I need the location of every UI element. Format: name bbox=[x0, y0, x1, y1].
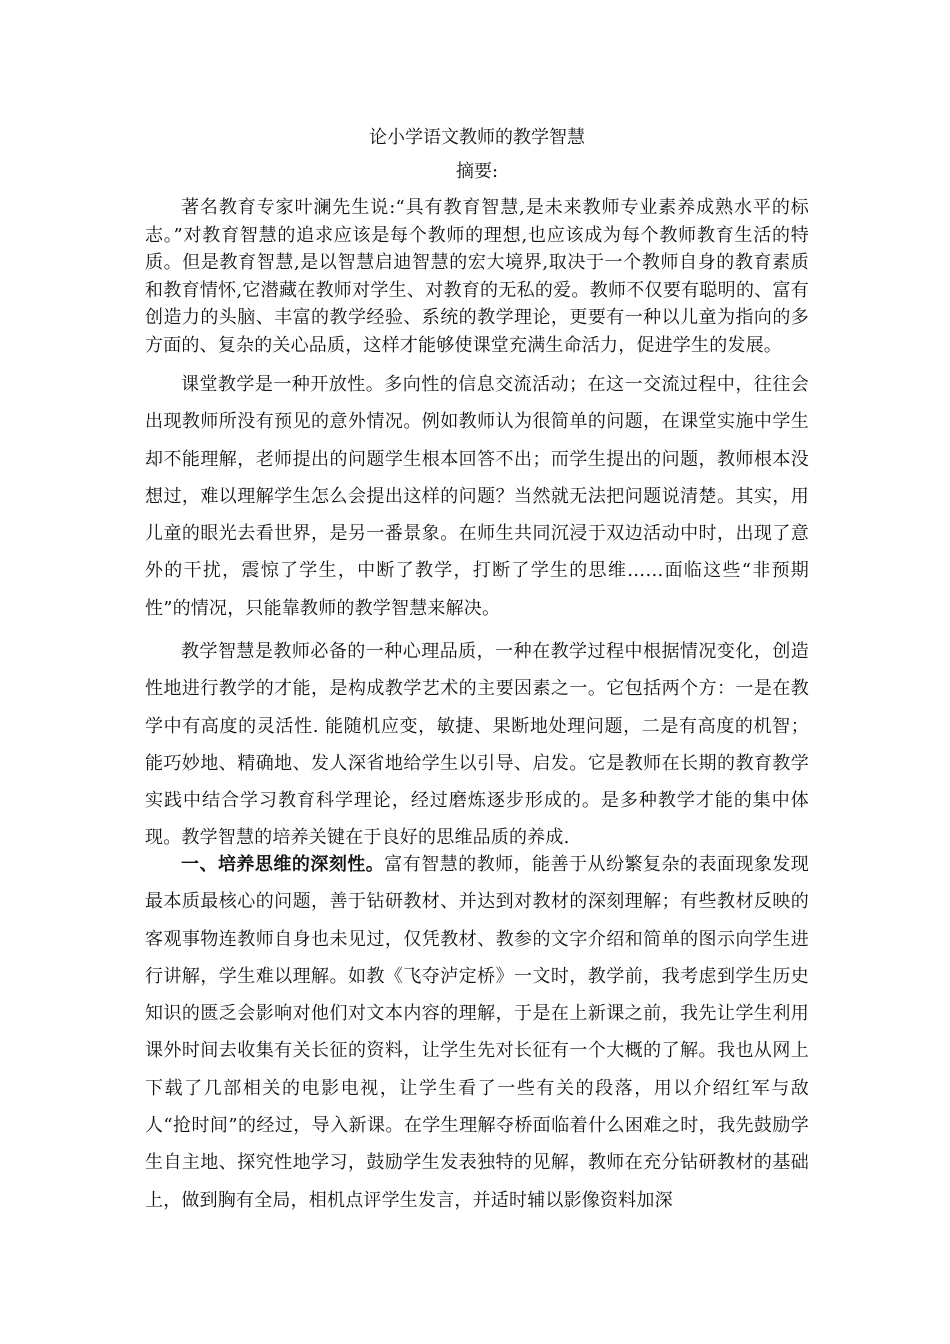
paragraph-intro bbox=[145, 194, 809, 359]
paragraph-section-one bbox=[145, 846, 809, 1219]
document-title: 论小学语文教师的教学智慧 bbox=[369, 127, 585, 148]
paragraph-text: 教学智慧是教师必备的一种心理品质，一种在教学过程中根据情况变化，创造性地进行教学的才能，是构成教学艺术的主要因素之一。它包括两个方：一是在教学中有高度的灵活性. 能随机应变，敏捷、果断地处理问题，二是有高度的机智；能巧妙地、精确地、发人深省地给学生以引导、启发。它是教师在长期的教育教学实践中结合学习教育科学理论，经过磨炼逐步形成的。是多种教学才能的集中体现。教学智慧的培养关键在于良好的思维品质的养成. bbox=[145, 641, 809, 849]
paragraph-text: 富有智慧的教师，能善于从纷繁复杂的表面现象发现最本质最核心的问题，善于钻研教材、并达到对教材的深刻理解；有些教材反映的客观事物连教师自身也未见过，仅凭教材、教参的文字介绍和简单的图示向学生进行讲解，学生难以理解。如教《飞夺泸定桥》一文时，教学前，我考虑到学生历史知识的匮乏会影响对他们对文本内容的理解，于是在上新课之前，我先让学生利用课外时间去收集有关长征的资料，让学生先对长征有一个大概的了解。我也从网上下载了几部相关的电影电视，让学生看了一些有关的段落，用以介绍红军与敌人“抢时间”的经过，导入新课。在学生理解夺桥面临着什么困难之时，我先鼓励学生自主地、探究性地学习，鼓励学生发表独特的见解，教师在充分钻研教材的基础上，做到胸有全局，相机点评学生发言，并适时辅以影像资料加深 bbox=[145, 854, 809, 1211]
paragraph-teaching-wisdom bbox=[145, 633, 809, 857]
paragraph-classroom bbox=[145, 366, 809, 627]
abstract-label: 摘要: bbox=[455, 161, 499, 182]
paragraph-text: 著名教育专家叶澜先生说:“具有教育智慧,是未来教师专业素养成熟水平的标志。”对教育智慧的追求应该是每个教师的理想,也应该成为每个教师教育生活的特质。但是教育智慧,是以智慧启迪智慧的宏大境界,取决于一个教师自身的教育素质和教育情怀,它潜藏在教师对学生、对教育的无私的爱。教师不仅要有聪明的、富有创造力的头脑、丰富的教学经验、系统的教学理论，更要有一种以儿童为指向的多方面的、复杂的关心品质，这样才能够使课堂充满生命活力，促进学生的发展。 bbox=[145, 197, 809, 356]
paragraph-text: 课堂教学是一种开放性。多向性的信息交流活动；在这一交流过程中，往往会出现教师所没有预见的意外情况。例如教师认为很简单的问题，在课堂实施中学生却不能理解，老师提出的问题学生根本回答不出；而学生提出的问题，教师根本没想过，难以理解学生怎么会提出这样的问题？当然就无法把问题说清楚。其实，用儿童的眼光去看世界，是另一番景象。在师生共同沉浸于双边活动中时，出现了意外的干扰，震惊了学生，中断了教学，打断了学生的思维……面临这些“非预期性”的情况，只能靠教师的教学智慧来解决。 bbox=[145, 374, 809, 619]
section-heading: 一、培养思维的深刻性。 bbox=[181, 854, 385, 875]
